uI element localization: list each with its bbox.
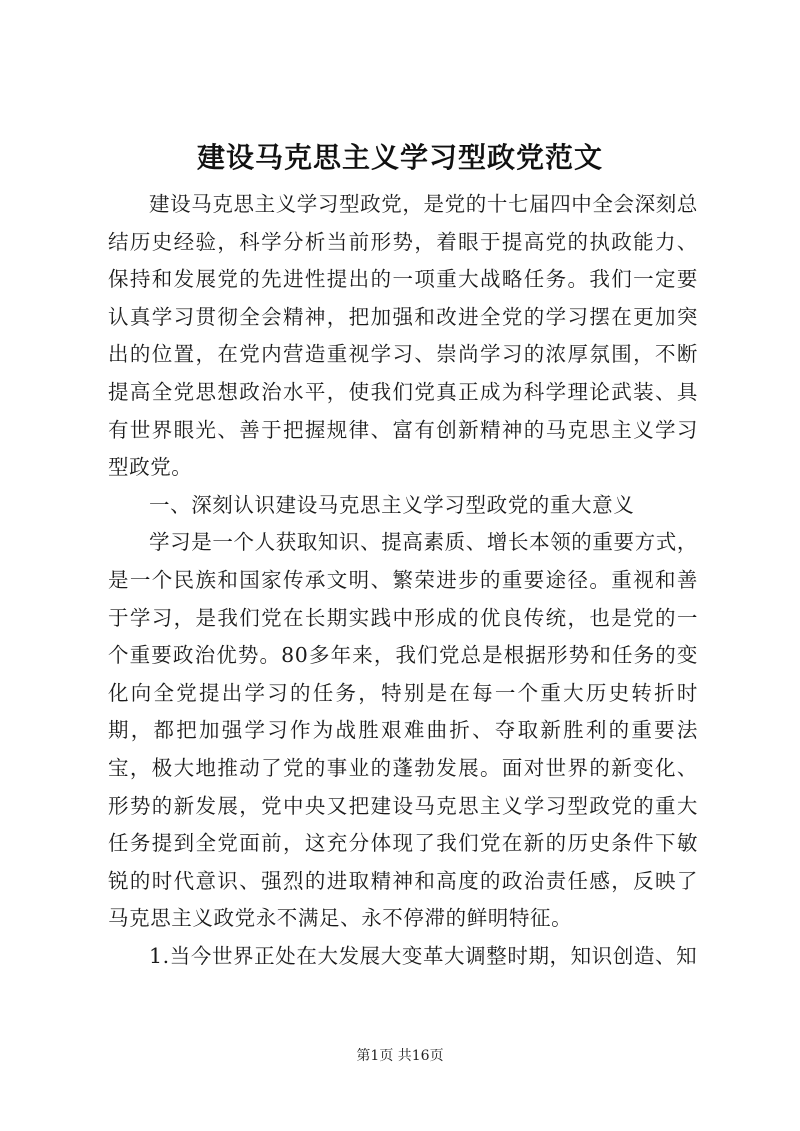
document-title: 建设马克思主义学习型政党范文	[196, 141, 603, 174]
paragraph-significance: 学习是一个人获取知识、提高素质、增长本领的重要方式，是一个民族和国家传承文明、繁荣进步的重要途径。重视和善于学习，是我们党在长期实践中形成的优良传统，也是党的一个重要政治优势。80多年来，我们党总是根据形势和任务的变化向全党提出学习的任务，特别是在每一个重大历史转折时期，都把加强学习作为战胜艰难曲折、夺取新胜利的重要法宝，极大地推动了党的事业的蓬勃发展。面对世界的新变化、形势的新发展，党中央又把建设马克思主义学习型政党的重大任务提到全党面前，这充分体现了我们党在新的历史条件下敏锐的时代意识、强烈的进取精神和高度的政治责任感，反映了马克思主义政党永不满足、永不停滞的鲜明特征。	[108, 530, 698, 931]
page-footer: 第1页 共16页	[356, 1048, 444, 1064]
section-heading-1: 一、深刻认识建设马克思主义学习型政党的重大意义	[149, 492, 635, 517]
document-body	[108, 186, 698, 975]
paragraph-intro: 建设马克思主义学习型政党，是党的十七届四中全会深刻总结历史经验，科学分析当前形势，着眼于提高党的执政能力、保持和发展党的先进性提出的一项重大战略任务。我们一定要认真学习贯彻全会精神，把加强和改进全党的学习摆在更加突出的位置，在党内营造重视学习、崇尚学习的浓厚氛围，不断提高全党思想政治水平，使我们党真正成为科学理论武装、具有世界眼光、善于把握规律、富有创新精神的马克思主义学习型政党。	[108, 192, 698, 480]
paragraph-point-1: 1.当今世界正处在大发展大变革大调整时期，知识创造、知	[149, 943, 698, 968]
